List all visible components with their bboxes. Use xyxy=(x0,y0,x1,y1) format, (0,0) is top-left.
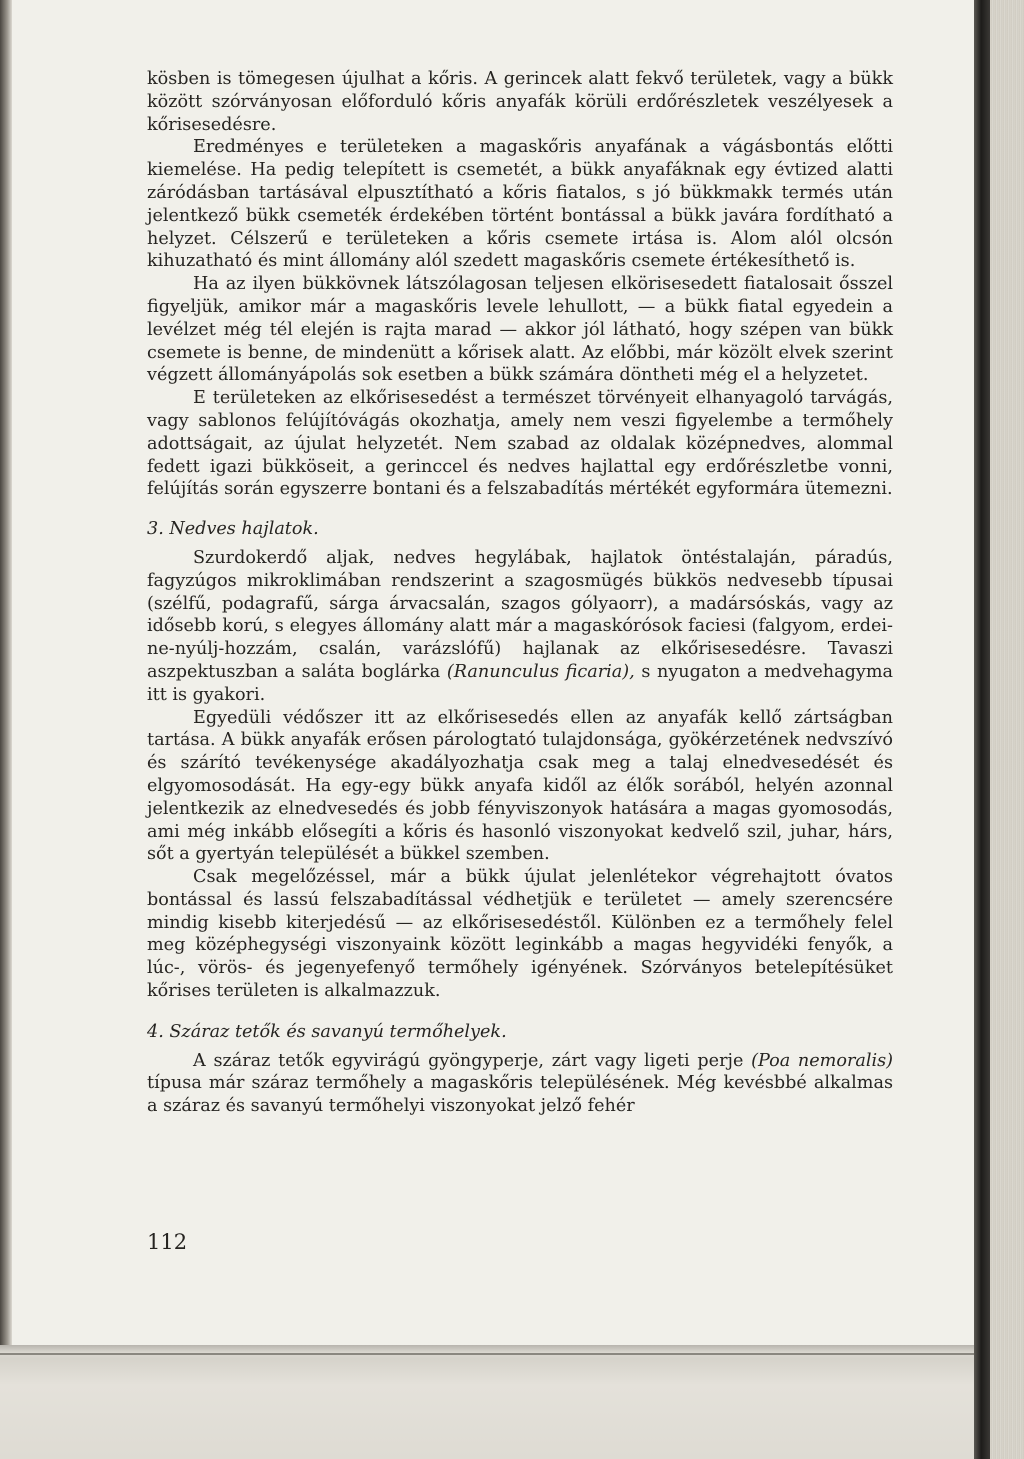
body-text xyxy=(147,68,893,1118)
paragraph: Csak megelőzéssel, már a bükk újulat jelenlétekor végrehajtott óvatos bontással és lassú felszabadítással védhetjük e területet — amely szerencsére mindig kisebb kiterjedésű — az elkőrisesedéstől. Különben ez a termőhely felel meg középhegységi viszonyaink között leginkább a magas hegyvidéki fenyők, a lúc-, vörös- és jegenyefenyő termőhely igényének. Szórványos betelepítésüket kőrises területen is alkalmazzuk. xyxy=(147,867,893,1002)
text-span: Szurdokerdő aljak, nedves hegylábak, hajlatok öntéstalaján, páradús, fagyzúgos mikroklimában rendszerint a szagosmügés bükkös nedvesebb típusai (szélfű, podagrafű, sárga árvacsalán, szagos gólyaorr), a madársóskás, vagy az idősebb korú, s elegyes állomány alatt már a magaskórósok faciesi (falgyom, erdei-ne-nyúlj-hozzám, csalán, varázslófű) hajlanak az elkőrisesedésre. Tavaszi aszpektuszban a saláta boglárka xyxy=(147,547,893,682)
section-heading-3: 3. Nedves hajlatok. xyxy=(147,519,319,540)
paragraph xyxy=(147,1050,893,1118)
latin-name: (Ranunculus ficaria), xyxy=(446,661,635,682)
paragraph xyxy=(147,547,893,707)
page-number: 112 xyxy=(147,1230,188,1254)
text-span: s nyugaton a medvehagyma itt is gyakori. xyxy=(147,661,893,705)
section-heading-4: 4. Száraz tetők és savanyú termőhelyek. xyxy=(147,1021,507,1042)
page-stack-bottom xyxy=(0,1345,974,1459)
paragraph: Egyedüli védőszer itt az elkőrisesedés ellen az anyafák kellő zártságban tartása. A bükk anyafák erősen párologtató tulajdonsága, gyökérzetének nedvszívó és szárító tevékenysége akadályozhatja csak meg a talaj elnedvesedését és elgyomosodását. Ha egy-egy bükk anyafa kidől az élők sorából, helyén azonnal jelentkezik az elnedvesedés és jobb fényviszonyok hatására a magas gyomosodás, ami még inkább elősegíti a kőris és hasonló viszonyokat kedvelő szil, juhar, hárs, sőt a gyertyán települését a bükkel szemben. xyxy=(147,707,893,865)
latin-name: (Poa nemoralis) xyxy=(751,1050,893,1071)
paragraph: Ha az ilyen bükkövnek látszólagosan teljesen elkörisesedett fiatalosait ősszel figyeljük, amikor már a magaskőris levele lehullott, — a bükk fiatal egyedein a levélzet még tél elején is rajta marad — akkor jól látható, hogy szépen van bükk csemete is benne, de mindenütt a kőrisek alatt. Az előbbi, már közölt elvek szerint végzett állományápolás sok esetben a bükk számára döntheti még el a helyzetet. xyxy=(147,274,893,386)
paragraph: Eredményes e területeken a magaskőris anyafának a vágásbontás előtti kiemelése. Ha pedig telepített is csemetét, a bükk anyafáknak egy évtized alatti záródásban tartásával elpusztítható a kőris fiatalos, s jó bükkmakk termés után jelentkező bükk csemeték érdekében történt bontással a bükk javára fordítható a helyzet. Célszerű e területeken a kőris csemete irtása is. Alom alól olcsón kihuzatható és mint állomány alól szedett magaskőris csemete értékesíthető is. xyxy=(147,137,893,272)
paragraph: kösben is tömegesen újulhat a kőris. A gerincek alatt fekvő területek, vagy a bükk között szórványosan előforduló kőris anyafák körüli erdőrészletek veszélyesek a kőrisesedésre. xyxy=(147,69,893,135)
page-stack-right xyxy=(990,0,1024,1459)
page-edge-line xyxy=(0,1353,974,1355)
paragraph: E területeken az elkőrisesedést a természet törvényeit elhanyagoló tarvágás, vagy sablonos felújítóvágás okozhatja, amely nem veszi figyelembe a termőhely adottságait, az újulat helyzetét. Nem szabad az oldalak középnedves, alommal fedett igazi bükköseit, a gerinccel és nedves hajlattal egy erdőrészletbe vonni, felújítás során egyszerre bontani és a felszabadítás mértékét egyformára ütemezni. xyxy=(147,388,893,500)
text-span: típusa már száraz termőhely a magaskőris településének. Még kevésbbé alkalmas a száraz és savanyú termőhelyi viszonyokat jelző fehér xyxy=(147,1073,893,1117)
text-span: A száraz tetők egyvirágú gyöngyperje, zárt vagy ligeti perje xyxy=(193,1050,752,1071)
page-gutter-shadow xyxy=(974,0,990,1459)
page-binding-edge xyxy=(0,0,12,1345)
